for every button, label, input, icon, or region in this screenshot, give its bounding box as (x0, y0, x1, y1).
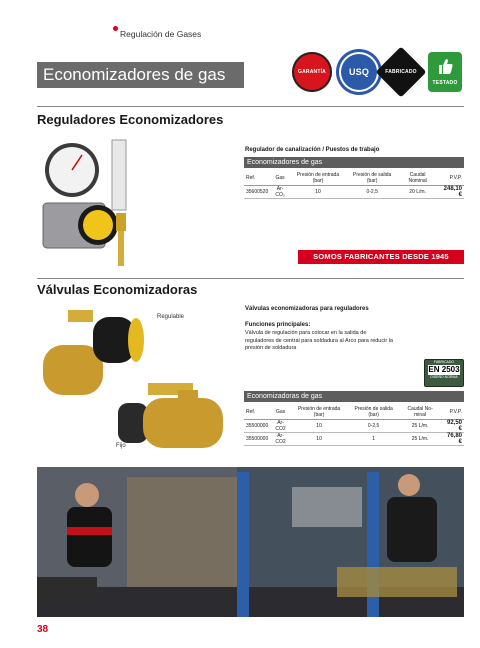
table-cell: 0-2,5 (346, 186, 398, 199)
column-header: Ref. (244, 404, 270, 420)
en-badge-bottom: DISEÑO NORMA (430, 375, 458, 379)
column-header: Caudal No-minal (400, 404, 440, 420)
column-header: Gas (270, 404, 291, 420)
table-cell: 35500000 (244, 420, 270, 433)
fabricado-badge (376, 47, 427, 98)
table-cell: 35600520 (244, 186, 270, 199)
table-cell: Ar-CO₂ (270, 186, 290, 199)
thumbs-up-icon (437, 57, 453, 75)
section-title: Válvulas Economizadoras (37, 282, 198, 297)
column-header: Presión de salida (bar) (346, 170, 398, 186)
usq-badge-label: USQ (348, 67, 370, 77)
testado-badge (428, 52, 462, 92)
price-cell: 76,80 € (440, 433, 464, 446)
table-row (244, 186, 464, 199)
fixed-label: Fijo (116, 443, 126, 449)
usq-badge (339, 52, 379, 92)
table-cell: 25 L/m. (400, 433, 440, 446)
divider (37, 106, 464, 107)
price-cell: 248,10 € (437, 186, 464, 199)
regulator-image (38, 135, 138, 275)
table-header-row (244, 404, 464, 420)
price-cell: 92,50 € (440, 420, 464, 433)
fabricado-badge-label: FABRICADO (385, 69, 417, 75)
table-cell: 1 (347, 433, 400, 446)
column-header: Presión de entrada (bar) (290, 170, 346, 186)
factory-photo (37, 467, 464, 617)
breadcrumb-dot (113, 26, 118, 31)
column-header: Gas (270, 170, 290, 186)
column-header: Presión de salida (bar) (347, 404, 400, 420)
table-row (244, 420, 464, 433)
regulator-table (244, 170, 464, 199)
section-subtitle: Válvulas economizadoras para reguladores (245, 306, 369, 312)
section-title: Reguladores Economizadores (37, 112, 224, 127)
table-cell: Ar-CO2 (270, 420, 291, 433)
page-title: Economizadores de gas (37, 62, 244, 88)
garantia-badge-label: GARANTÍA (298, 69, 326, 75)
table-title: Economizadoras de gas (244, 391, 464, 402)
section-subtitle: Regulador de canalización / Puestos de trabajo (245, 147, 380, 153)
column-header: Ref. (244, 170, 270, 186)
manufacturer-banner: SOMOS FABRICANTES DESDE 1945 (298, 250, 464, 264)
table-cell: 20 L/m. (398, 186, 437, 199)
column-header: Presión de entrada (bar) (291, 404, 347, 420)
table-title: Economizadores de gas (244, 157, 464, 168)
garantia-badge (292, 52, 332, 92)
column-header: Caudal Nominal (398, 170, 437, 186)
valve-table (244, 404, 464, 446)
divider (37, 278, 464, 279)
functions-title: Funciones principales: (245, 322, 311, 328)
table-cell: 10 (291, 420, 347, 433)
table-cell: 10 (291, 433, 347, 446)
en-norm-badge (424, 359, 464, 387)
table-header-row (244, 170, 464, 186)
column-header: P.V.P. (437, 170, 464, 186)
functions-text: Válvula de regulación para colocar en la salida de reguladores de central para soldadura al Arco para reducir la presión de soldadura (245, 330, 393, 351)
regulable-label: Regulable (157, 314, 185, 320)
table-cell: 0-2,5 (347, 420, 400, 433)
testado-badge-label: TESTADO (432, 80, 458, 86)
table-cell: 35500000 (244, 433, 270, 446)
table-row (244, 433, 464, 446)
column-header: P.V.P. (440, 404, 464, 420)
en-badge-top: FABRICADO (433, 360, 455, 364)
table-cell: 10 (290, 186, 346, 199)
table-cell: 25 L/m. (400, 420, 440, 433)
en-badge-main: EN 2503 (428, 365, 460, 374)
page-number: 38 (37, 624, 49, 635)
fixed-valve-image (118, 378, 238, 458)
table-cell: Ar-CO2 (270, 433, 291, 446)
breadcrumb: Regulación de Gases (120, 29, 202, 39)
